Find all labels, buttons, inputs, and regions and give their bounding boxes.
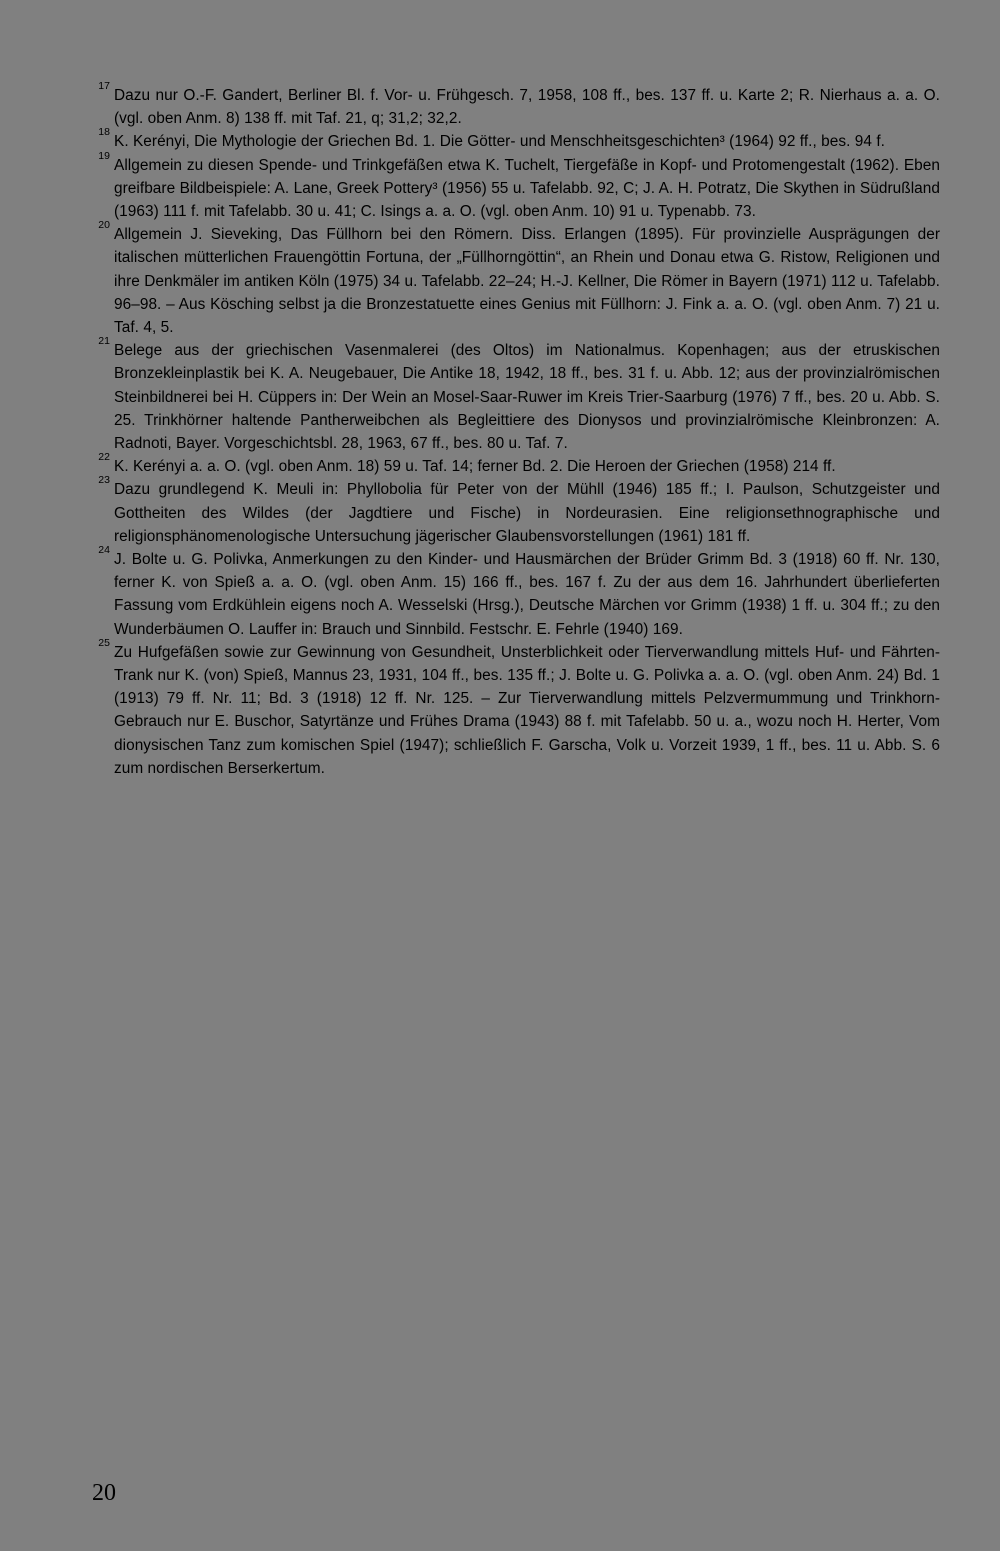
footnote-text: Allgemein zu diesen Spende- und Trinkgefäßen etwa K. Tuchelt, Tiergefäße in Kopf- und Protomengestalt (1962). Eben greifbare Bildbeispiele: A. Lane, Greek Pottery³ (1956) 55 u. Tafelabb. 92, C; J. A. H. Potratz, Die Skythen in Südrußland (1963) 111 f. mit Tafelabb. 30 u. 41; C. Isings a. a. O. (vgl. oben Anm. 10) 91 u. Typenabb. 73. <box>114 156 940 221</box>
footnote-number: 19 <box>98 149 110 162</box>
footnote-23 <box>90 474 940 548</box>
footnote-number: 23 <box>98 474 110 487</box>
footnote-21 <box>90 335 940 455</box>
page-number: 20 <box>92 1480 116 1506</box>
footnote-number: 17 <box>98 80 110 92</box>
footnote-number: 24 <box>98 544 110 557</box>
footnote-text: Dazu grundlegend K. Meuli in: Phyllobolia für Peter von der Mühll (1946) 185 ff.; I. Paulson, Schutzgeister und Gottheiten des Wildes (der Jagdtiere und Fische) in Nordeurasien. Eine religionsethnographische und religionsphänomenologische Untersuchung jägerischer Glaubensvorstellungen (1961) 181 ff. <box>114 481 940 545</box>
footnote-25 <box>90 636 940 780</box>
footnote-number: 18 <box>98 126 110 139</box>
footnote-22 <box>90 451 940 478</box>
footnote-text: Zu Hufgefäßen sowie zur Gewinnung von Gesundheit, Unsterblichkeit oder Tierverwandlung mittels Huf- und Fährten-Trank nur K. (von) Spieß, Mannus 23, 1931, 104 ff., bes. 135 ff.; J. Bolte u. G. Polivka a. a. O. (vgl. oben Anm. 24) Bd. 1 (1913) 79 ff. Nr. 11; Bd. 3 (1918) 12 ff. Nr. 125. – Zur Tierverwandlung mittels Pelzvermummung und Trinkhorn-Gebrauch nur E. Buschor, Satyrtänze und Frühes Drama (1943) 88 f. mit Tafelabb. 50 u. a., wozu noch H. Herter, Vom dionysischen Tanz zum komischen Spiel (1947); schließlich F. Garscha, Volk u. Vorzeit 1939, 1 ff., bes. 11 u. Abb. S. 6 zum nordischen Berserkertum. <box>114 643 940 777</box>
footnotes-list <box>90 80 940 780</box>
footnote-number: 21 <box>98 335 110 348</box>
footnote-text: K. Kerényi a. a. O. (vgl. oben Anm. 18) 59 u. Taf. 14; ferner Bd. 2. Die Heroen der Griechen (1958) 214 ff. <box>114 458 836 476</box>
footnote-17 <box>90 80 940 130</box>
footnote-20 <box>90 219 940 339</box>
footnote-24 <box>90 544 940 641</box>
footnote-text: J. Bolte u. G. Polivka, Anmerkungen zu den Kinder- und Hausmärchen der Brüder Grimm Bd. 3 (1918) 60 ff. Nr. 130, ferner K. von Spieß a. a. O. (vgl. oben Anm. 15) 166 ff., bes. 167 f. Zu der aus dem 16. Jahrhundert überlieferten Fassung vom Erdkühlein eigens noch A. Wesselski (Hrsg.), Deutsche Märchen vor Grimm (1938) 1 ff. u. 304 ff.; zu den Wunderbäumen O. Lauffer in: Brauch und Sinnbild. Festschr. E. Fehrle (1940) 169. <box>114 551 940 638</box>
footnote-text: K. Kerényi, Die Mythologie der Griechen Bd. 1. Die Götter- und Menschheitsgeschichten³ (1964) 92 ff., bes. 94 f. <box>114 133 885 151</box>
footnote-18 <box>90 126 940 153</box>
footnote-number: 22 <box>98 451 110 464</box>
footnote-number: 20 <box>98 219 110 232</box>
footnote-text: Belege aus der griechischen Vasenmalerei (des Oltos) im Nationalmus. Kopenhagen; aus der etruskischen Bronzekleinplastik bei K. A. Neugebauer, Die Antike 18, 1942, 18 ff., bes. 31 f. u. Abb. 12; aus der provinzialrömischen Steinbildnerei bei H. Cüppers in: Der Wein an Mosel-Saar-Ruwer im Kreis Trier-Saarburg (1976) 7 ff., bes. 20 u. Abb. S. 25. Trinkhörner haltende Pantherweibchen als Begleittiere des Dionysos und provinzialrömische Kleinbronzen: A. Radnoti, Bayer. Vorgeschichtsbl. 28, 1963, 67 ff., bes. 80 u. Taf. 7. <box>114 342 940 453</box>
footnote-number: 25 <box>98 636 110 649</box>
footnote-19 <box>90 149 940 224</box>
footnote-text: Dazu nur O.-F. Gandert, Berliner Bl. f. Vor- u. Frühgesch. 7, 1958, 108 ff., bes. 137 ff. u. Karte 2; R. Nierhaus a. a. O. (vgl. oben Anm. 8) 138 ff. mit Taf. 21, q; 31,2; 32,2. <box>114 87 940 128</box>
footnote-text: Allgemein J. Sieveking, Das Füllhorn bei den Römern. Diss. Erlangen (1895). Für provinzielle Ausprägungen der italischen mütterlichen Frauengöttin Fortuna, der „Füllhorngöttin“, an Rhein und Donau etwa G. Ristow, Religionen und ihre Denkmäler im antiken Köln (1975) 34 u. Tafelabb. 22–24; H.-J. Kellner, Die Römer in Bayern (1971) 112 u. Tafelabb. 96–98. – Aus Kösching selbst ja die Bronzestatuette eines Genius mit Füllhorn: J. Fink a. a. O. (vgl. oben Anm. 7) 21 u. Taf. 4, 5. <box>114 226 940 337</box>
